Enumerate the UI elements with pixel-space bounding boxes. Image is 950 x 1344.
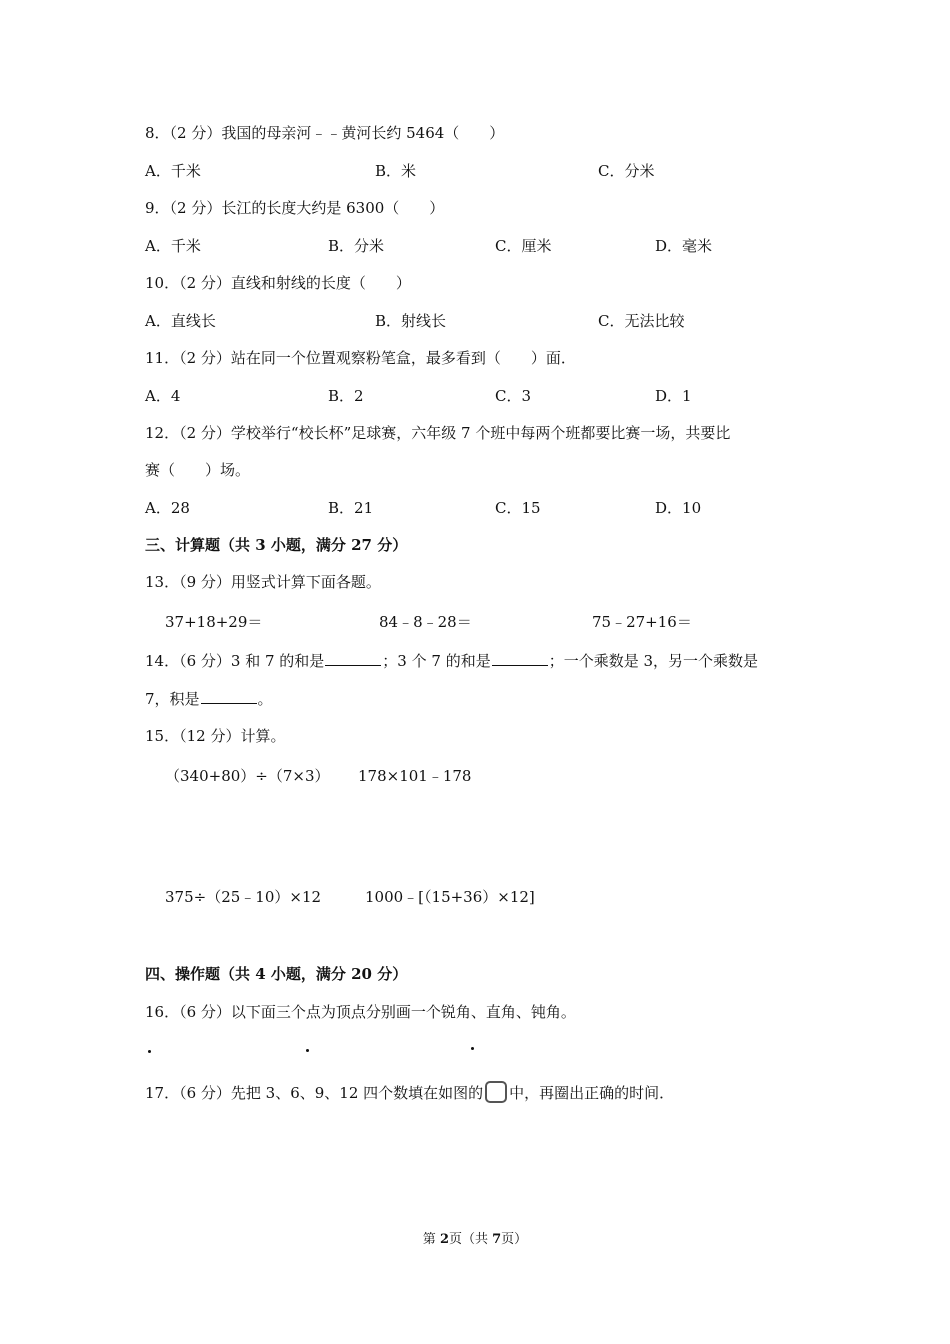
answer-blank-3[interactable]: [201, 689, 257, 704]
question-9-option-c: C．厘米: [495, 237, 552, 255]
question-15-expression-4: 1000﹣[（15+36）×12]: [365, 888, 535, 906]
answer-blank-1[interactable]: [325, 651, 381, 666]
question-8-option-c: C．分米: [598, 162, 655, 180]
page-footer: [0, 1228, 950, 1247]
question-8-option-b: B．米: [375, 162, 417, 180]
question-10-stem: 10．（2 分）直线和射线的长度（ ）: [145, 274, 411, 292]
question-12-option-b: B．21: [328, 499, 374, 517]
question-13-stem: 13．（9 分）用竖式计算下面各题。: [145, 573, 381, 591]
question-13-expression-2: 84﹣8﹣28＝: [379, 613, 472, 631]
question-9-stem: 9．（2 分）长江的长度大约是 6300（ ）: [145, 199, 445, 217]
question-12-option-a: A．28: [145, 499, 190, 517]
question-12-stem-line-1: 12．（2 分）学校举行“校长杯”足球赛，六年级 7 个班中每两个班都要比赛一场，共要比: [145, 424, 731, 442]
question-13-expression-1: 37+18+29＝: [165, 613, 263, 631]
footer-prefix: 第: [422, 1232, 440, 1247]
question-14-line-2: [145, 689, 273, 709]
question-14-line-1: [145, 651, 758, 671]
question-11-stem: 11．（2 分）站在同一个位置观察粉笔盒，最多看到（ ）面．: [145, 349, 576, 367]
question-17-stem: [145, 1083, 674, 1105]
section-4-heading: 四、操作题（共 4 小题，满分 20 分）: [145, 965, 408, 983]
rounded-box-icon: [485, 1081, 507, 1103]
question-8-stem: 8．（2 分）我国的母亲河﹣﹣黄河长约 5464（ ）: [145, 124, 505, 142]
question-14-text-2: ；3 个 7 的和是: [382, 652, 491, 670]
question-16-stem: 16．（6 分）以下面三个点为顶点分别画一个锐角、直角、钝角。: [145, 1003, 576, 1021]
question-9-option-b: B．分米: [328, 237, 385, 255]
question-11-option-d: D．1: [655, 387, 692, 405]
question-9-option-a: A．千米: [145, 237, 201, 255]
question-14-text-5: 。: [257, 690, 273, 708]
question-14-text-3: ；一个乘数是 3，另一个乘数是: [548, 652, 759, 670]
question-12-stem-line-2: 赛（ ）场。: [145, 461, 251, 479]
question-17-text-2: 中，再圈出正确的时间．: [509, 1084, 675, 1102]
question-13-expression-3: 75﹣27+16＝: [592, 613, 692, 631]
footer-suffix: 页）: [501, 1232, 528, 1247]
question-15-expression-3: 375÷（25﹣10）×12: [165, 888, 322, 906]
footer-mid: 页（共: [448, 1232, 493, 1247]
answer-blank-2[interactable]: [492, 651, 548, 666]
question-9-option-d: D．毫米: [655, 237, 713, 255]
question-14-text-4: 7，积是: [145, 690, 200, 708]
question-10-option-a: A．直线长: [145, 312, 216, 330]
question-12-option-d: D．10: [655, 499, 702, 517]
question-15-stem: 15．（12 分）计算。: [145, 727, 286, 745]
question-12-option-c: C．15: [495, 499, 541, 517]
question-11-option-b: B．2: [328, 387, 364, 405]
question-15-expression-2: 178×101﹣178: [358, 767, 472, 785]
question-8-option-a: A．千米: [145, 162, 201, 180]
vertex-dot-2: [306, 1049, 309, 1052]
question-11-option-c: C．3: [495, 387, 532, 405]
question-10-option-c: C．无法比较: [598, 312, 685, 330]
question-15-expression-1: （340+80）÷（7×3）: [165, 767, 330, 785]
question-11-option-a: A．4: [145, 387, 181, 405]
footer-page-number: 2: [439, 1232, 449, 1247]
footer-total-pages: 7: [492, 1232, 502, 1247]
vertex-dot-3: [471, 1047, 474, 1050]
vertex-dot-1: [148, 1050, 151, 1053]
section-3-heading: 三、计算题（共 3 小题，满分 27 分）: [145, 536, 408, 554]
question-10-option-b: B．射线长: [375, 312, 447, 330]
question-17-text-1: 17．（6 分）先把 3、6、9、12 四个数填在如图的: [145, 1084, 484, 1102]
question-14-text-1: 14．（6 分）3 和 7 的和是: [145, 652, 325, 670]
